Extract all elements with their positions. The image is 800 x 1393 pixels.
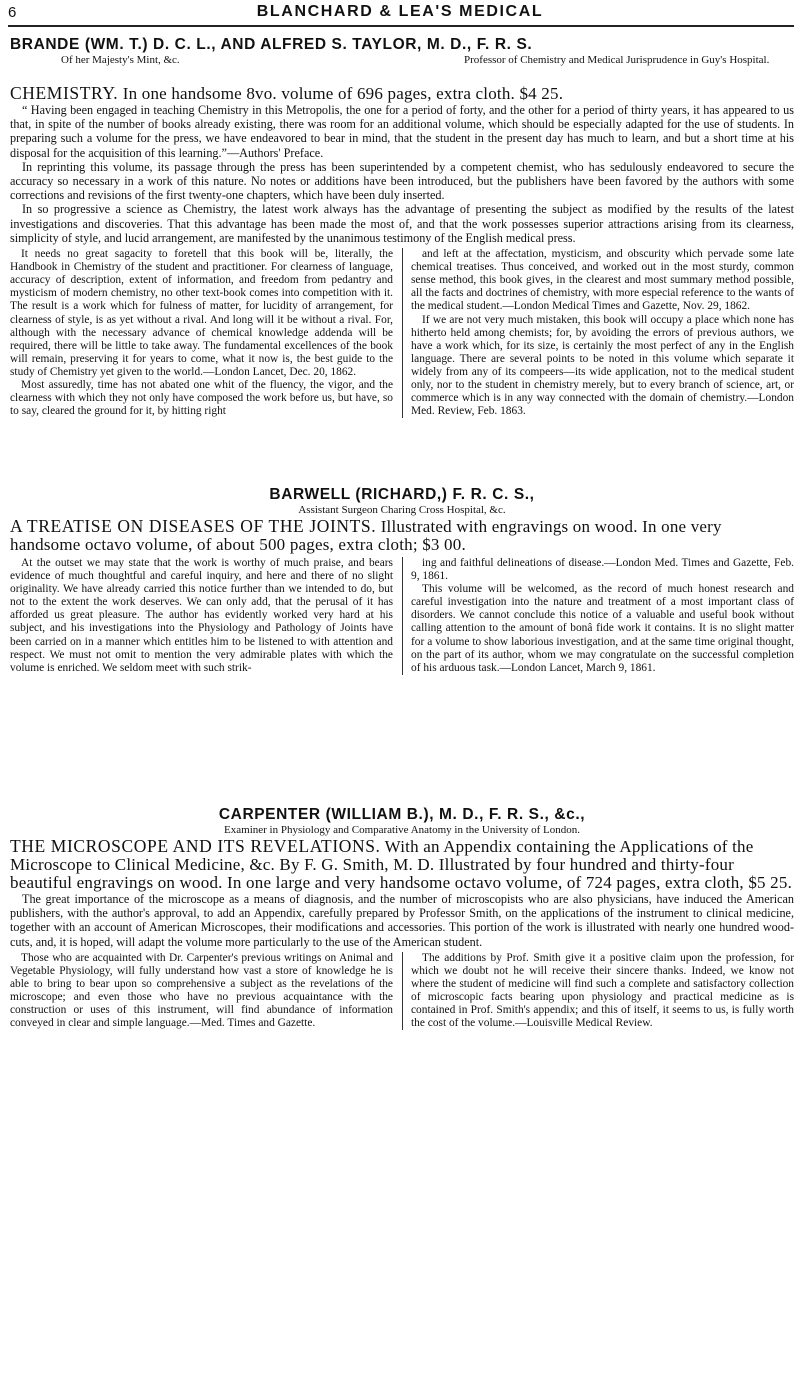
page-number: 6 (8, 4, 17, 21)
review-paragraph: and left at the affectation, mysticism, and obscurity which pervade some late chemical treatises. Thus conceived, and worked out in the most sturdy, common sense method, this book gives, in the clearest and most summary method possible, all the facts and doctrines of chemistry, with more especial reference to the wants of the medical student.—London Medical Times and Gazette, Nov. 29, 1862. (411, 248, 794, 313)
review-column-left (10, 557, 393, 675)
review-columns (10, 557, 794, 675)
book-title-caps: A TREATISE ON DISEASES OF THE JOINTS. (10, 516, 377, 536)
review-column-right (411, 557, 794, 675)
review-column-left (10, 952, 393, 1031)
column-divider (402, 248, 403, 418)
entry-carpenter (10, 806, 794, 1030)
author-affiliation: Examiner in Physiology and Comparative Anatomy in the University of London. (224, 824, 580, 836)
intro-paragraph: The great importance of the microscope as a means of diagnosis, and the number of microscopists who are also physicians, have induced the American publishers, with the author's approval, to add an Appendix, carefully prepared by Professor Smith, on the applications of the instrument to clinical medicine, together with an account of American Microscopes, their modifications and accessories. This portion of the work is illustrated with nearly one hundred wood-cuts, and, it is hoped, will adapt the volume more particularly to the use of the American student. (10, 892, 794, 949)
review-paragraph: If we are not very much mistaken, this book will occupy a place which none has hitherto held among chemists; for, by avoiding the errors of previous authors, we have a work which, for its size, is certainly the most perfect of any in the English language. There are several points to be noted in this volume which separate it widely from any of its compeers—its wide application, not to the medical student only, nor to the student in chemistry merely, but to every branch of science, art, or commerce which is in any way connected with the domain of chemistry.—London Med. Review, Feb. 1863. (411, 313, 794, 418)
book-title-details: With an Appendix containing the Applications of the Microscope to Clinical Medicine, &c. By F. G. Smith, M. D. Illustrated by four hundred and thirty-four beautiful engravings on wood. In one large and very handsome octavo volume, of 724 pages, extra cloth, $5 25. (10, 837, 793, 892)
review-column-right (411, 248, 794, 418)
book-title-details: Illustrated with engravings on wood. In one very handsome octavo volume, of about 500 pages, extra cloth; $3 00. (10, 517, 722, 554)
book-title-caps: THE MICROSCOPE AND ITS REVELATIONS. (10, 836, 381, 856)
column-divider (402, 952, 403, 1031)
book-title-details: In one handsome 8vo. volume of 696 pages, extra cloth. $4 25. (118, 84, 564, 103)
review-paragraph: It needs no great sagacity to foretell that this book will be, literally, the Handbook in Chemistry of the student and practitioner. For clearness of language, accuracy of description, extent of information, and freedom from pedantry and mysticism of modern chemistry, no other text-book comes into competition with it. The result is a work which for fulness of matter, for lucidity of arrangement, for clearness of style, is as yet without a rival. And long will it be without a rival. For, although with the necessary advance of chemical knowledge addenda will be required, there will be little to take away. The fundamental excellences of the book will remain, preserving it for years to come, what it now is, the best guide to the study of Chemistry yet given to the world.—London Lancet, Dec. 20, 1862. (10, 248, 393, 378)
book-title-caps: CHEMISTRY. (10, 83, 119, 103)
intro-paragraph: “ Having been engaged in teaching Chemistry in this Metropolis, the one for a period of forty, and the other for a period of thirty years, it has appeared to us that, in spite of the number of books already existing, there was room for an additional volume, which should be especially adapted for the use of students. In preparing such a volume for the press, we have endeavored to bear in mind, that the student in the present day has much to learn, and but a short time at his disposal for the acquisition of this learning.”—Authors' Preface. (10, 103, 794, 160)
affiliation-left: Of her Majesty's Mint, &c. (61, 54, 180, 66)
running-title: BLANCHARD & LEA'S MEDICAL (256, 3, 544, 20)
review-paragraph: ing and faithful delineations of disease.—London Med. Times and Gazette, Feb. 9, 1861. (411, 557, 794, 583)
book-title (10, 517, 794, 554)
review-paragraph: Those who are acquainted with Dr. Carpenter's previous writings on Animal and Vegetable Physiology, will fully understand how vast a store of knowledge he is able to bring to bear upon so comprehensive a subject as the revelations of the microscope; and even those who have no previous acquaintance with the construction or uses of this instrument, will find abundance of information conveyed in clear and simple language.—Med. Times and Gazette. (10, 951, 393, 1030)
review-columns (10, 952, 794, 1031)
entry-barwell (10, 486, 794, 675)
author-affiliation: Assistant Surgeon Charing Cross Hospital, &c. (298, 504, 506, 516)
intro-paragraph: In reprinting this volume, its passage through the press has been superintended by a competent chemist, who has sedulously endeavored to secure the accuracy so necessary in a work of this nature. No notes or additions have been introduced, but the publishers have been favored by the authors with some corrections and revisions of the first twenty-one chapters, which have been duly inserted. (10, 159, 794, 203)
running-head (8, 2, 792, 24)
review-paragraph: The additions by Prof. Smith give it a positive claim upon the profession, for which we doubt not he will receive their sincere thanks. Indeed, we know not where the student of medicine will find such a complete and satisfactory collection of microscopic facts bearing upon physiology and practical medicine as is contained in Prof. Smith's appendix; and this of itself, it seems to us, is fully worth the cost of the volume.—Louisville Medical Review. (411, 951, 794, 1030)
author-affiliations (10, 54, 794, 84)
column-divider (402, 557, 403, 675)
affiliation-right: Professor of Chemistry and Medical Jurisprudence in Guy's Hospital. (464, 54, 770, 66)
review-paragraph: At the outset we may state that the work is worthy of much praise, and bears evidence of much thoughtful and careful inquiry, and here and there of no slight originality. We have already carried this notice further than we intended to do, but not to the extent the work deserves. We can only add, that the perusal of it has afforded us great pleasure. The author has evidently worked very hard at his subject, and his investigations into the Physiology and Pathology of Joints have been carried on in a manner which entitles him to be listened to with attention and respect. We must not omit to mention the very admirable plates with which the volume is enriched. We seldom meet with such strik- (10, 557, 393, 674)
review-paragraph: Most assuredly, time has not abated one whit of the fluency, the vigor, and the clearness with which they not only have composed the work before us, but have, so to say, cleared the ground for it, by hitting right (10, 378, 393, 418)
review-paragraph: This volume will be welcomed, as the record of much honest research and careful investigation into the nature and treatment of a most important class of disorders. We cannot conclude this notice of a valuable and useful book without calling attention to the amount of bonâ fide work it contains. It is no slight matter for a volume to show laborious investigation, and at the same time original thought, on the part of its author, whom we may congratulate on the successful completion of his arduous task.—London Lancet, March 9, 1861. (411, 583, 794, 674)
review-columns (10, 248, 794, 418)
author-line: BRANDE (WM. T.) D. C. L., AND ALFRED S. TAYLOR, M. D., F. R. S. (10, 36, 533, 53)
book-title (10, 837, 794, 892)
intro-paragraph: In so progressive a science as Chemistry, the latest work always has the advantage of presenting the subject as modified by the results of the latest investigations and discoveries. That this advantage has been made the most of, and that the work possesses superior attractions arising from its clearness, simplicity of style, and lucid arrangement, are manifested by the unanimous testimony of the English medical press. (10, 202, 794, 245)
review-column-right (411, 952, 794, 1031)
header-rule (8, 25, 794, 27)
author-line: CARPENTER (WILLIAM B.), M. D., F. R. S., &c., (218, 806, 586, 823)
book-title (10, 84, 794, 103)
author-line: BARWELL (RICHARD,) F. R. C. S., (269, 486, 535, 503)
review-column-left (10, 248, 393, 418)
entry-brande-taylor (10, 36, 794, 418)
